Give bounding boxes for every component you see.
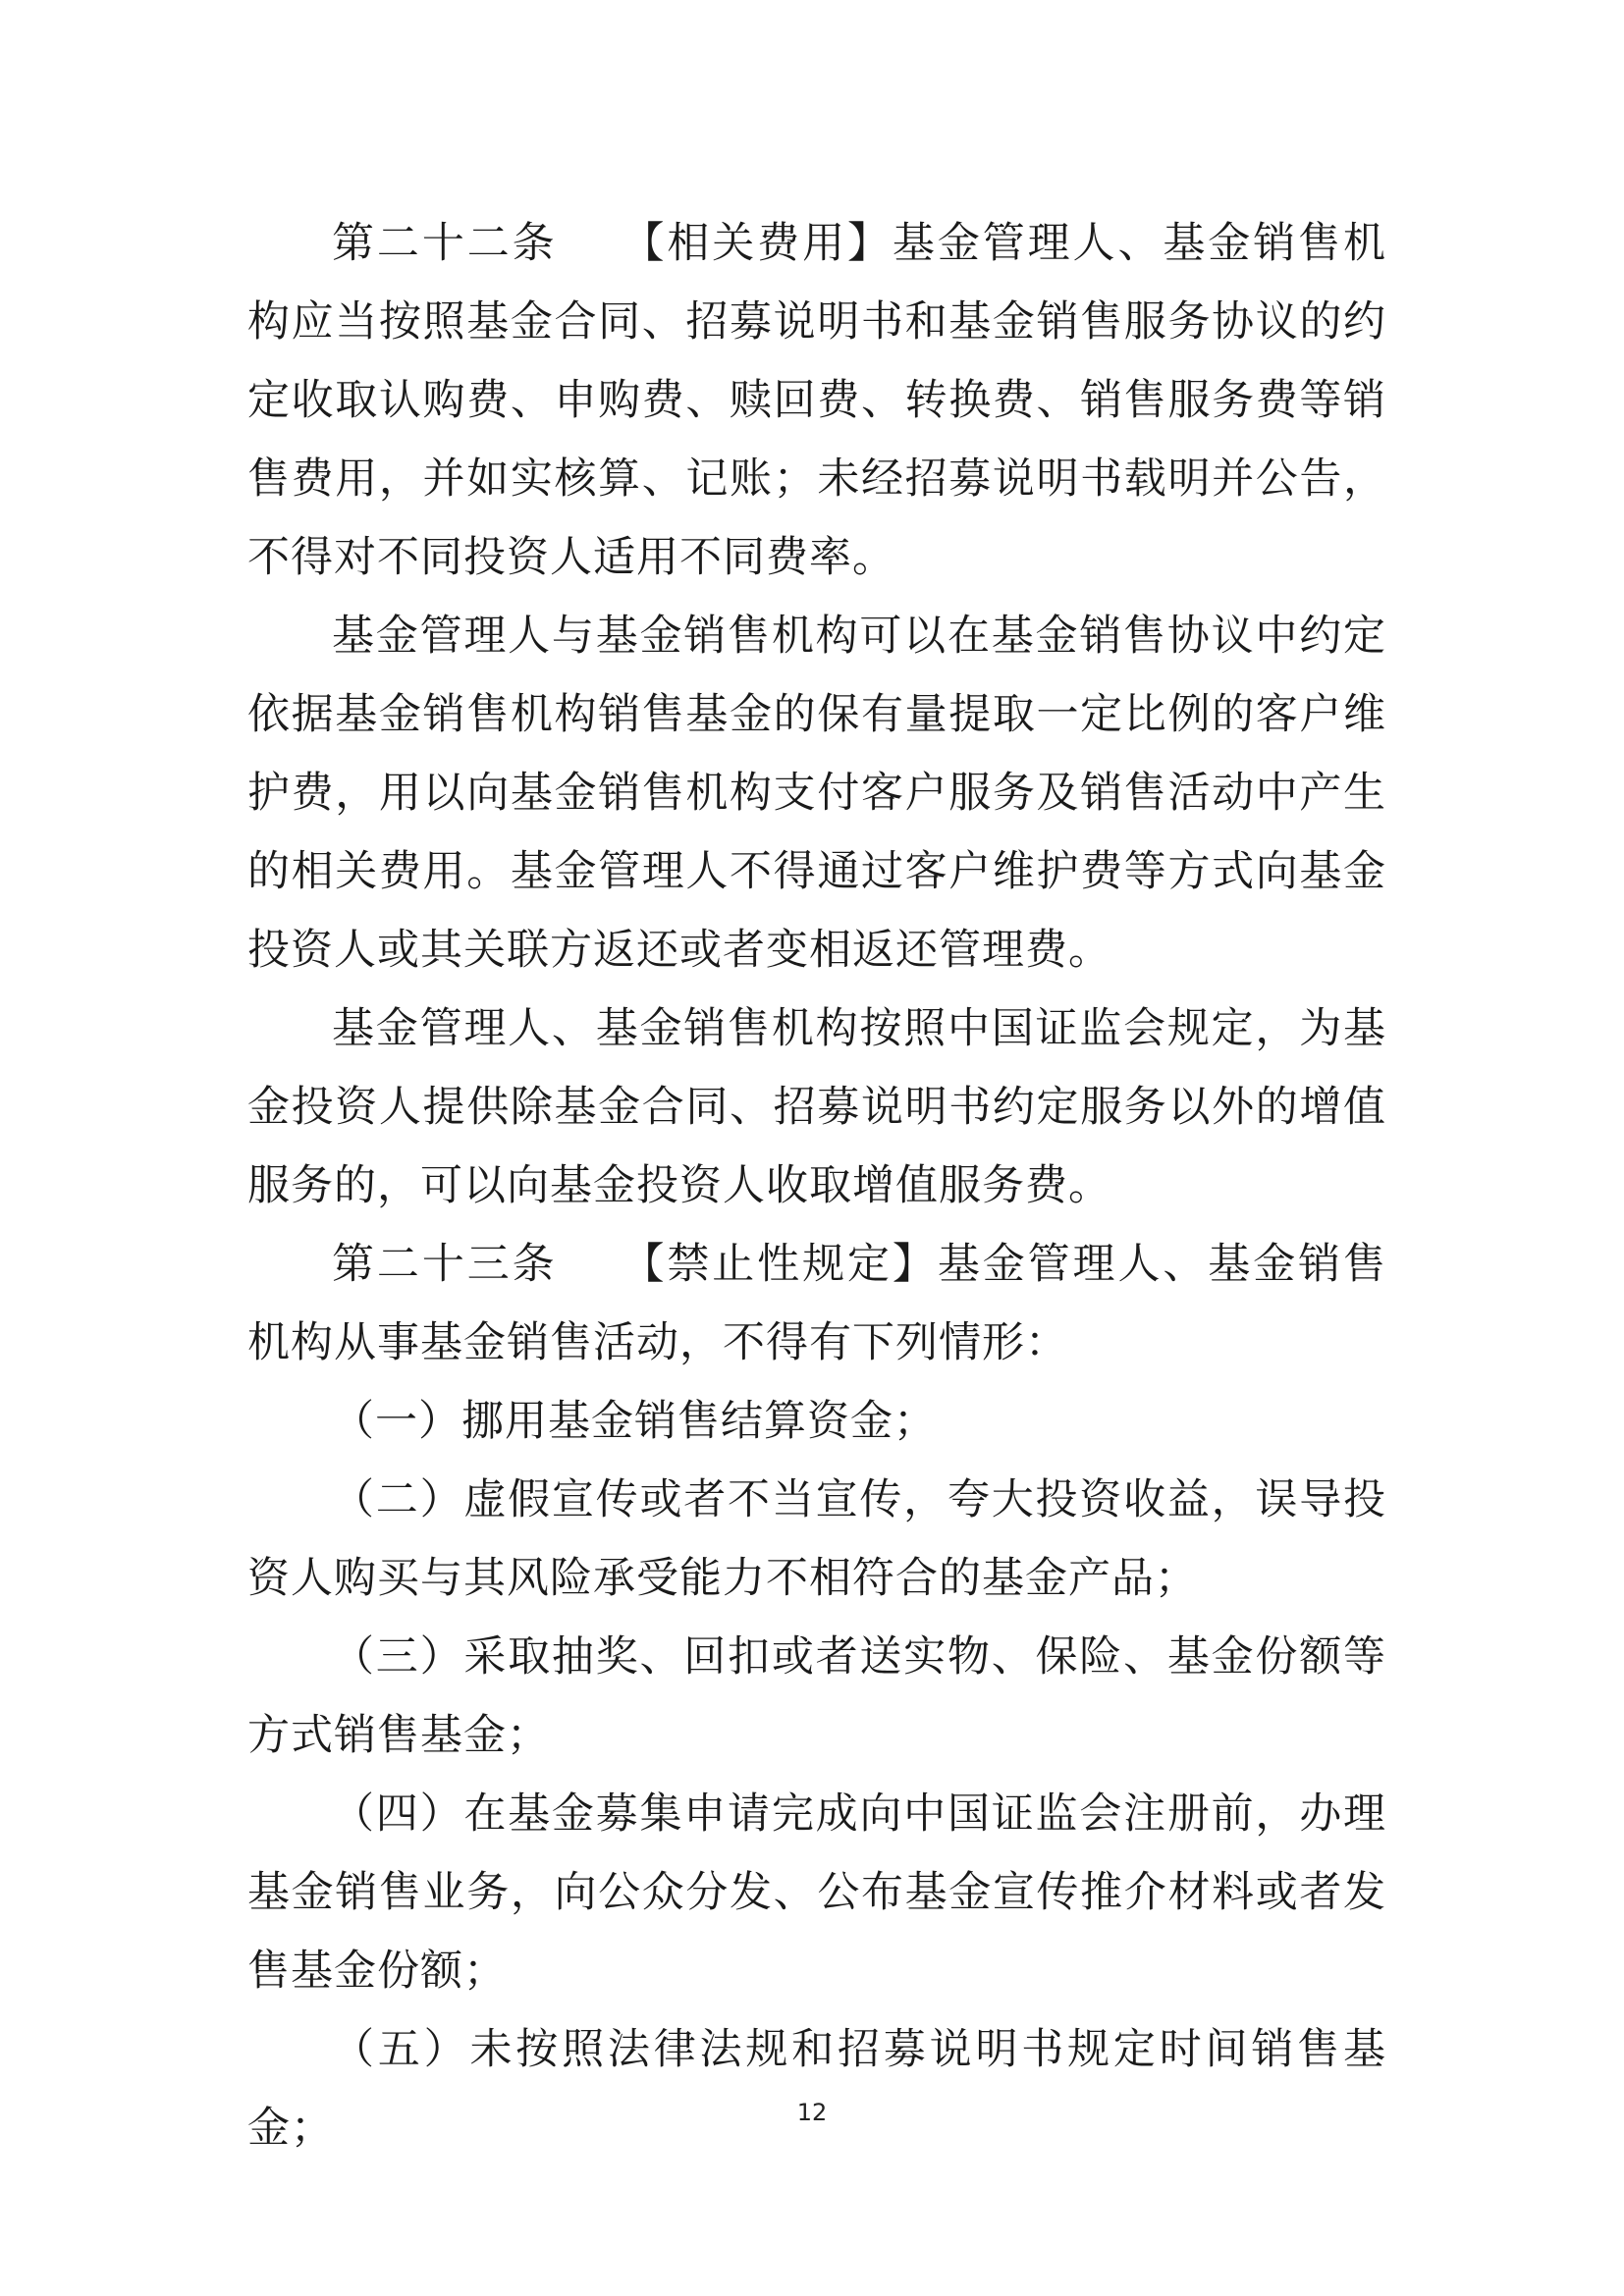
paragraph: 基金管理人、基金销售机构按照中国证监会规定，为基金投资人提供除基金合同、招募说明书约定服务以外的增值服务的，可以向基金投资人收取增值服务费。: [247, 1004, 1386, 1210]
list-item: （四）在基金募集申请完成向中国证监会注册前，办理基金销售业务，向公众分发、公布基金宣传推介材料或者发售基金份额；: [247, 1789, 1386, 1996]
list-item: （二）虚假宣传或者不当宣传，夸大投资收益，误导投资人购买与其风险承受能力不相符合的基金产品；: [247, 1475, 1386, 1603]
paragraph-text: 基金管理人、基金销售机构应当按照基金合同、招募说明书和基金销售服务协议的约定收取认购费、申购费、赎回费、转换费、销售服务费等销售费用，并如实核算、记账；未经招募说明书载明并公告，不得对不同投资人适用不同费率。: [247, 219, 1387, 582]
list-item: （一）挪用基金销售结算资金；: [332, 1397, 937, 1446]
document-body: [247, 204, 1386, 2167]
list-item: （五）未按照法律法规和招募说明书规定时间销售基金；: [247, 2025, 1386, 2153]
article-title: 【禁止性规定】: [620, 1240, 938, 1289]
page-number: 12: [796, 2099, 828, 2126]
article-title: 【相关费用】: [620, 219, 893, 268]
article-23-paragraph: [247, 1225, 1386, 1382]
paragraph-text: 基金管理人、基金销售机构从事基金销售活动，不得有下列情形：: [247, 1240, 1387, 1367]
article-number: 第二十二条: [332, 219, 558, 268]
list-item: （三）采取抽奖、回扣或者送实物、保险、基金份额等方式销售基金；: [247, 1632, 1386, 1760]
article-22-paragraph: [247, 204, 1386, 597]
paragraph: 基金管理人与基金销售机构可以在基金销售协议中约定依据基金销售机构销售基金的保有量提取一定比例的客户维护费，用以向基金销售机构支付客户服务及销售活动中产生的相关费用。基金管理人不得通过客户维护费等方式向基金投资人或其关联方返还或者变相返还管理费。: [247, 612, 1386, 975]
article-number: 第二十三条: [332, 1240, 558, 1289]
